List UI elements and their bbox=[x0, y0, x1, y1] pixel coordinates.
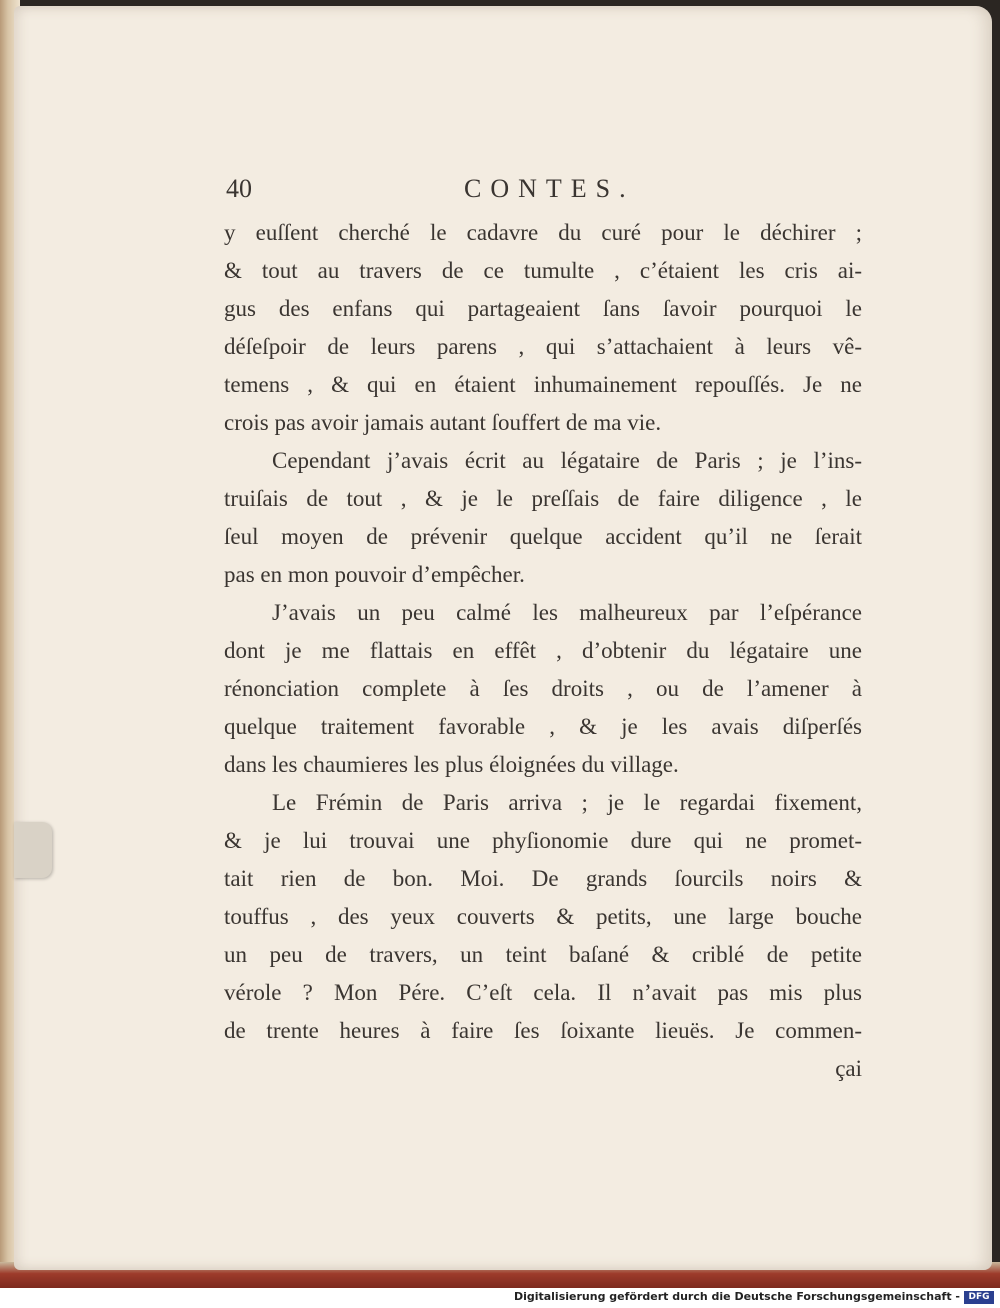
text-line: de trente heures à faire ſes ſoixante lieuës. Je commen- bbox=[224, 1018, 862, 1043]
footer-bar bbox=[0, 1288, 1000, 1308]
page-tab-marker bbox=[14, 822, 52, 878]
text-line: gus des enfans qui partageaient ſans ſavoir pourquoi le bbox=[224, 296, 862, 321]
text-line: temens , & qui en étaient inhumainement repouſſés. Je ne bbox=[224, 372, 862, 397]
body-text bbox=[224, 214, 862, 1088]
running-title: CONTES. bbox=[464, 174, 635, 203]
dfg-logo-icon: DFG bbox=[964, 1291, 994, 1304]
funding-credit: Digitalisierung gefördert durch die Deutsche Forschungsgemeinschaft - bbox=[513, 1290, 960, 1303]
text-line: crois pas avoir jamais autant ſouffert de ma vie. bbox=[224, 410, 662, 435]
text-line: Cependant j’avais écrit au légataire de Paris ; je l’ins- bbox=[272, 448, 862, 473]
text-line: & tout au travers de ce tumulte , c’étaient les cris ai- bbox=[224, 258, 862, 283]
page-header bbox=[226, 174, 866, 214]
text-line: dans les chaumieres les plus éloignées du village. bbox=[224, 752, 679, 777]
text-line: ſeul moyen de prévenir quelque accident qu’il ne ſerait bbox=[224, 524, 862, 549]
catchword: çai bbox=[835, 1056, 862, 1081]
text-line: tait rien de bon. Moi. De grands ſourcils noirs & bbox=[224, 866, 862, 891]
text-line: J’avais un peu calmé les malheureux par l’eſpérance bbox=[272, 600, 862, 625]
text-line: quelque traitement favorable , & je les avais diſperſés bbox=[224, 714, 862, 739]
page-number: 40 bbox=[226, 174, 252, 203]
text-line: déſeſpoir de leurs parens , qui s’attachaient à leurs vê- bbox=[224, 334, 862, 359]
text-line: truiſais de tout , & je le preſſais de faire diligence , le bbox=[224, 486, 862, 511]
text-line: & je lui trouvai une phyſionomie dure qui ne promet- bbox=[224, 828, 862, 853]
text-line: y euſſent cherché le cadavre du curé pour le déchirer ; bbox=[224, 220, 862, 245]
text-line: Le Frémin de Paris arriva ; je le regardai fixement, bbox=[272, 790, 862, 815]
text-line: un peu de travers, un teint baſané & criblé de petite bbox=[224, 942, 862, 967]
text-line: vérole ? Mon Pére. C’eſt cela. Il n’avait pas mis plus bbox=[224, 980, 862, 1005]
text-line: pas en mon pouvoir d’empêcher. bbox=[224, 562, 525, 587]
text-line: rénonciation complete à ſes droits , ou de l’amener à bbox=[224, 676, 862, 701]
text-line: dont je me flattais en effêt , d’obtenir du légataire une bbox=[224, 638, 862, 663]
text-line: touffus , des yeux couverts & petits, une large bouche bbox=[224, 904, 862, 929]
